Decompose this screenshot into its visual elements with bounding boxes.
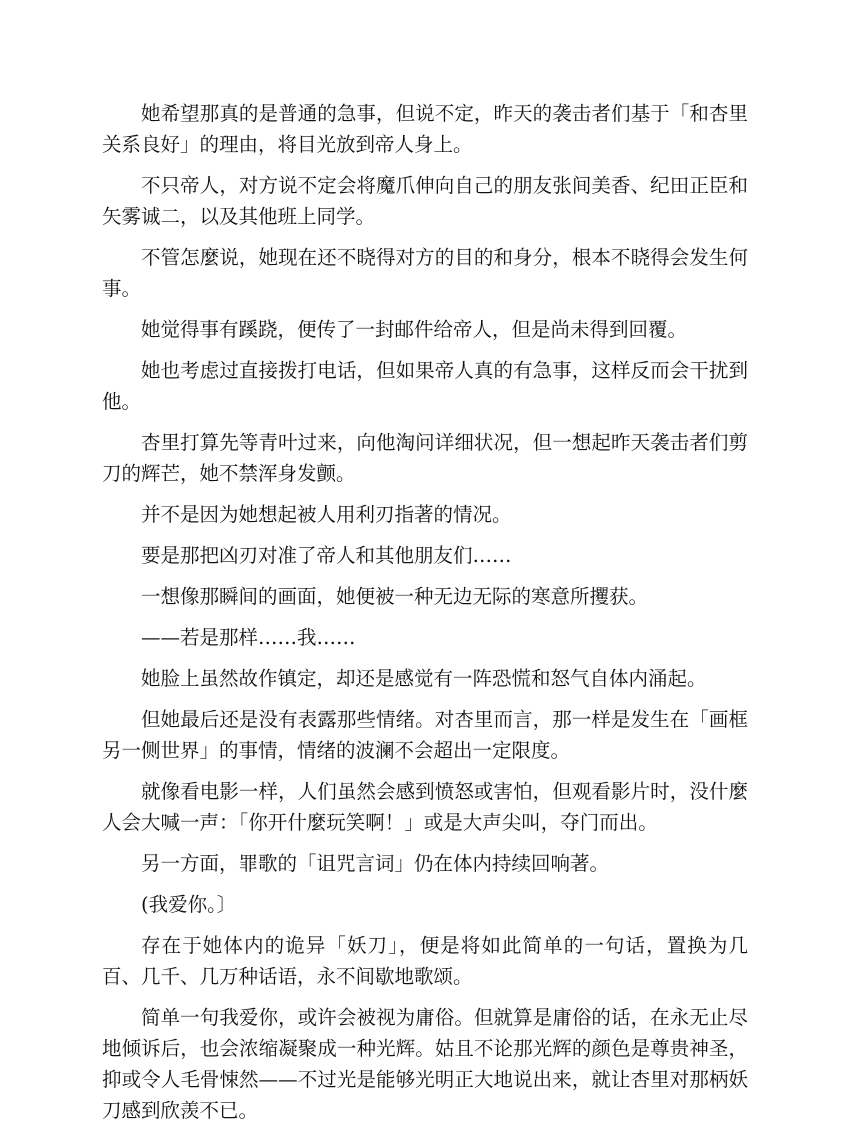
paragraph-8: 要是那把凶刃对准了帝人和其他朋友们…… bbox=[141, 544, 512, 567]
paragraph-17: 简单一句我爱你，或许会被视为庸俗。但就算是庸俗的话，在永无止尽地倾诉后，也会浓缩凝聚成一种光辉。姑且不论那光辉的颜色是尊贵神圣，抑或令人毛骨悚然——不过光是能够光明正大地说出来，就让杏里对那柄妖刀感到欣羡不已。 bbox=[102, 1006, 748, 1122]
paragraph-6: 杏里打算先等青叶过来，向他淘问详细状况，但一想起昨天袭击者们剪刀的辉芒，她不禁浑身发颤。 bbox=[102, 431, 748, 485]
paragraph-2: 不只帝人，对方说不定会将魔爪伸向自己的朋友张间美香、纪田正臣和矢雾诚二，以及其他班上同学。 bbox=[102, 174, 748, 228]
paragraph-13: 就像看电影一样，人们虽然会感到愤怒或害怕，但观看影片时，没什麼人会大喊一声：「你开什麼玩笑啊！」或是大声尖叫，夺门而出。 bbox=[102, 780, 748, 834]
paragraph-4: 她觉得事有蹊跷，便传了一封邮件给帝人，但是尚未得到回覆。 bbox=[141, 318, 688, 341]
paragraph-3: 不管怎麼说，她现在还不晓得对方的目的和身分，根本不晓得会发生何事。 bbox=[102, 246, 748, 300]
paragraph-16: 存在于她体内的诡异「妖刀」，便是将如此简单的一句话，置换为几百、几千、几万种话语，永不间歇地歌颂。 bbox=[102, 934, 748, 988]
paragraph-10: ——若是那样……我…… bbox=[141, 626, 356, 649]
paragraph-14: 另一方面，罪歌的「诅咒言词」仍在体内持续回响著。 bbox=[141, 852, 610, 875]
document-body bbox=[102, 98, 748, 1136]
paragraph-5: 她也考虑过直接拨打电话，但如果帝人真的有急事，这样反而会干扰到他。 bbox=[102, 359, 748, 413]
paragraph-15: (我爱你。〕 bbox=[141, 893, 237, 916]
paragraph-7: 并不是因为她想起被人用利刃指著的情况。 bbox=[141, 503, 512, 526]
paragraph-12: 但她最后还是没有表露那些情绪。对杏里而言，那一样是发生在「画框另一侧世界」的事情，情绪的波澜不会超出一定限度。 bbox=[102, 708, 748, 762]
paragraph-11: 她脸上虽然故作镇定，却还是感觉有一阵恐慌和怒气自体内涌起。 bbox=[141, 667, 707, 690]
paragraph-1: 她希望那真的是普通的急事，但说不定，昨天的袭击者们基于「和杏里关系良好」的理由，将目光放到帝人身上。 bbox=[102, 102, 748, 156]
paragraph-9: 一想像那瞬间的画面，她便被一种无边无际的寒意所攫获。 bbox=[141, 585, 649, 608]
